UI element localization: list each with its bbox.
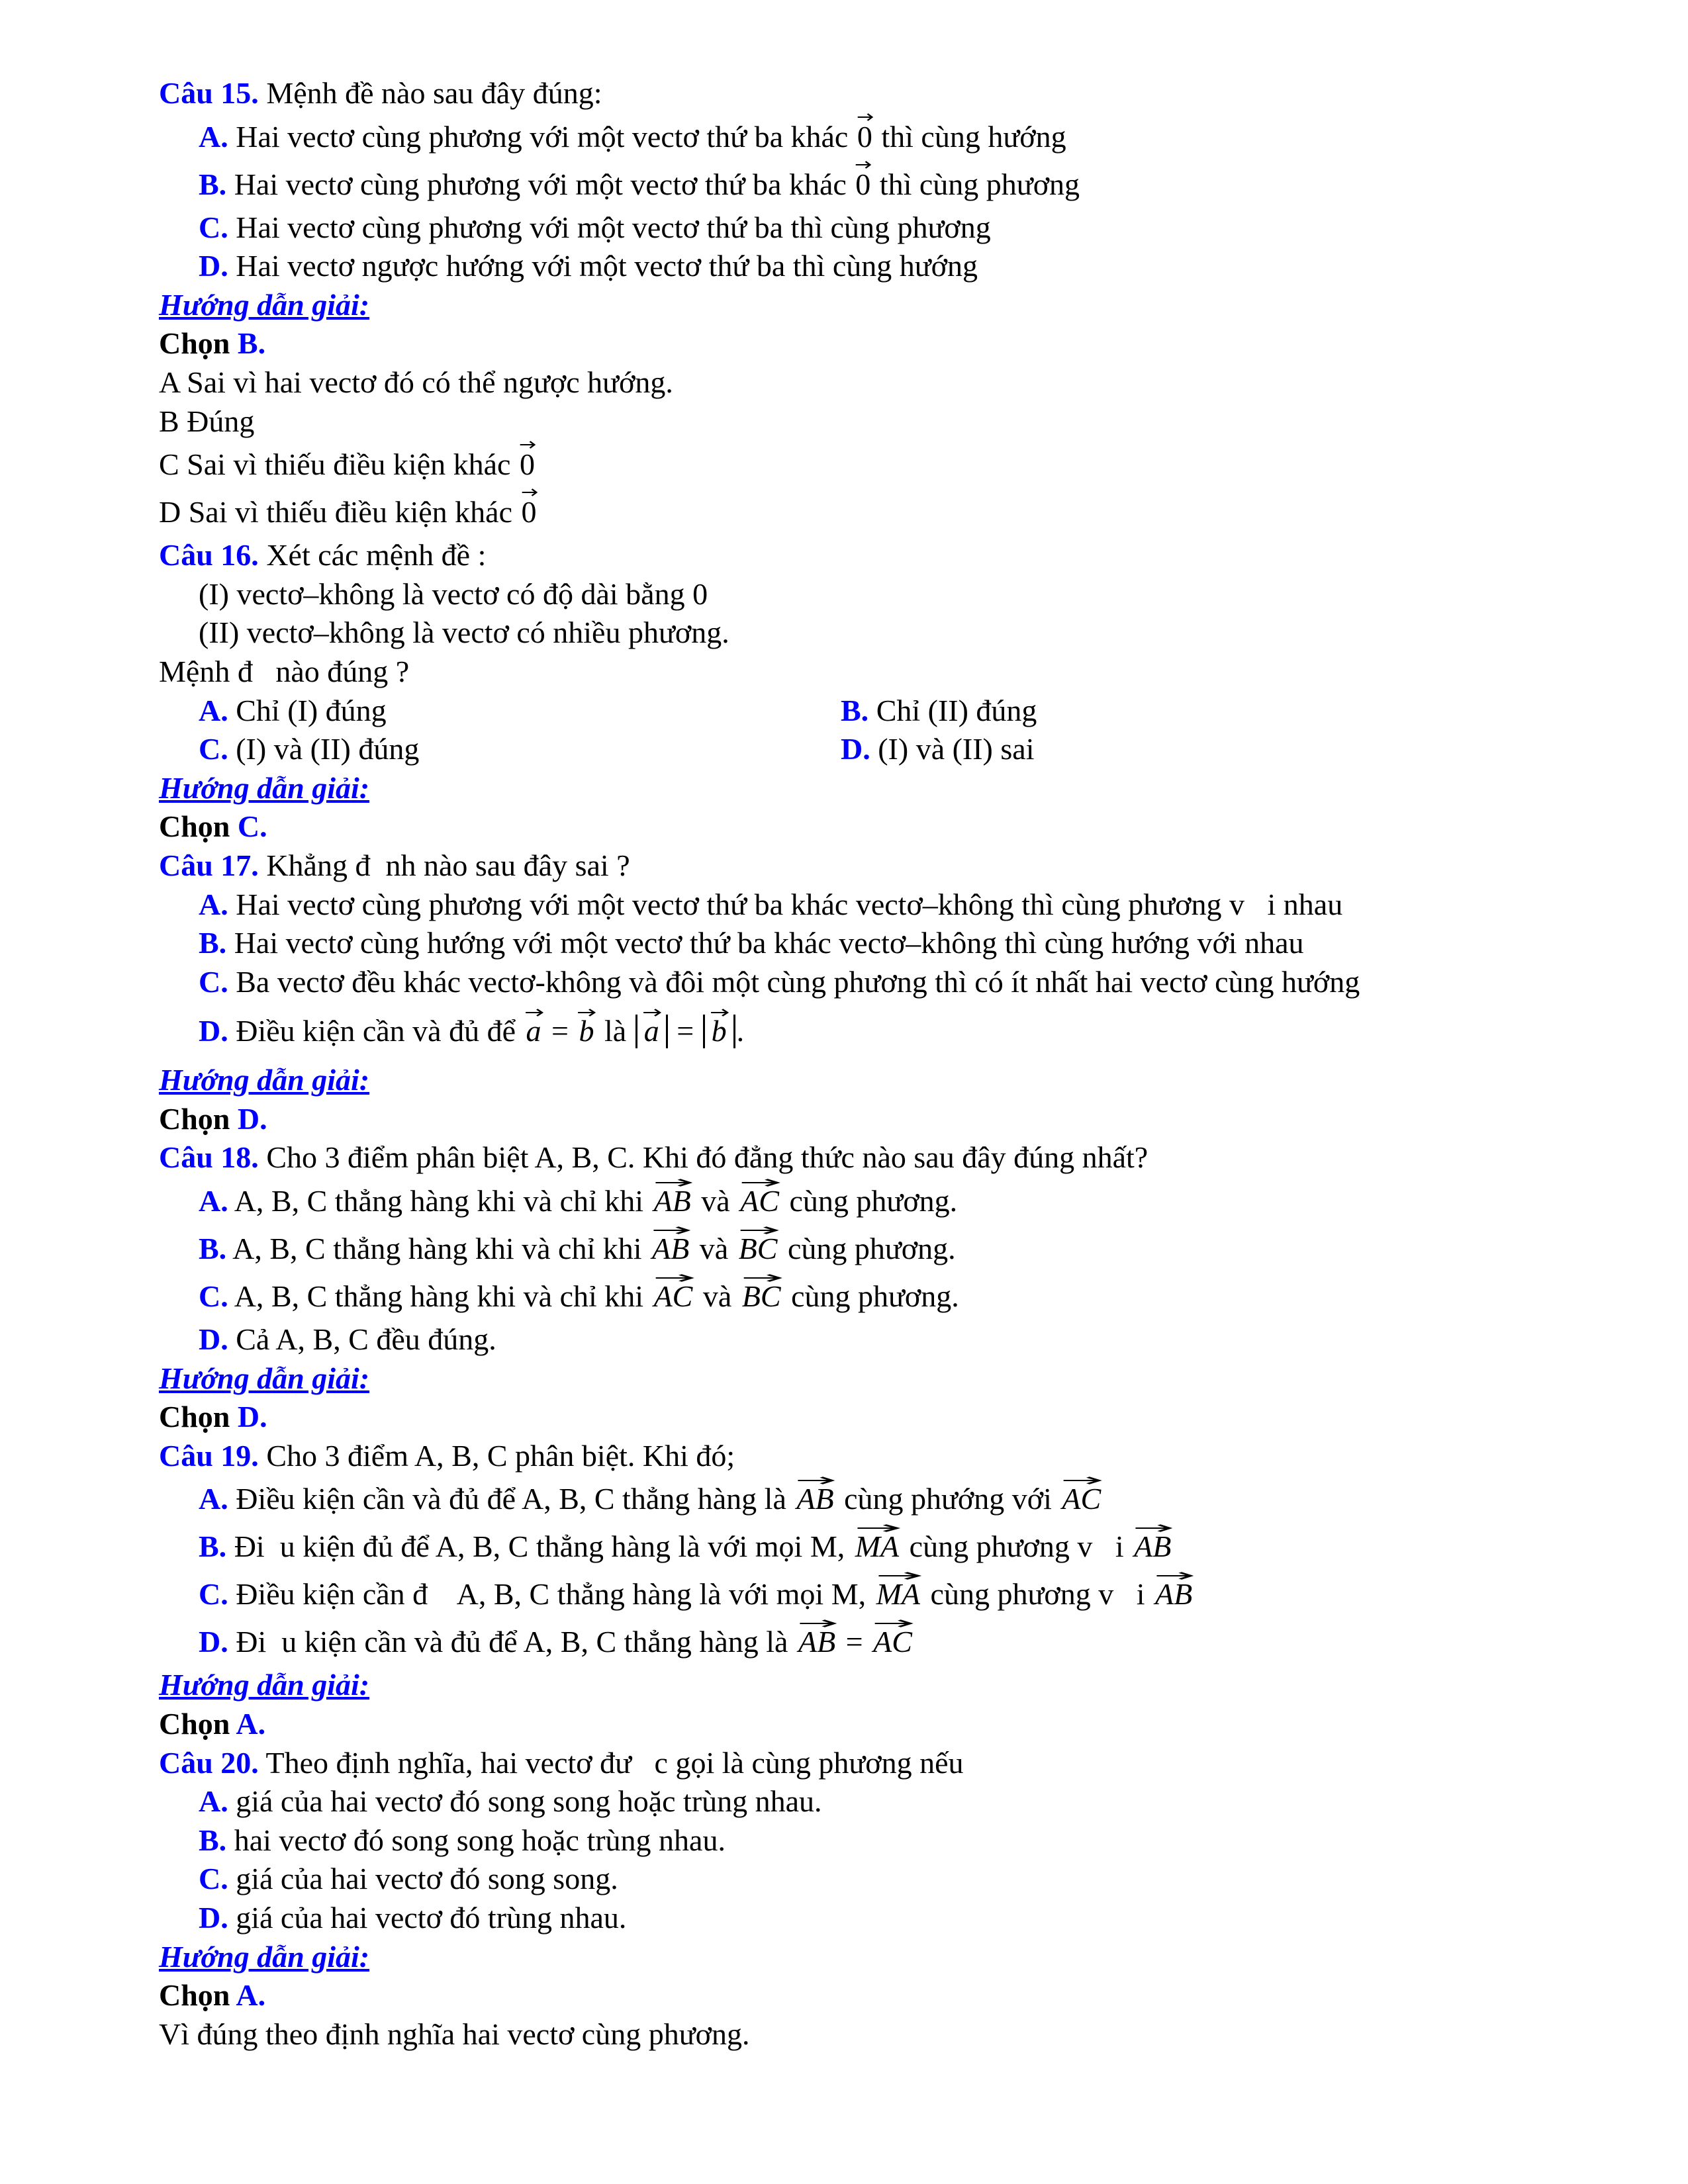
q18-option-d: D. Cả A, B, C đều đúng. [199,1322,496,1357]
q19-label: Câu 19. [159,1438,259,1473]
q15-key-a: A. [199,119,228,154]
q18-guide: Hướng dẫn giải: [159,1361,370,1395]
q17-label: Câu 17. [159,848,259,882]
q20-stem: Câu 20. Theo định nghĩa, hai vectơ đư c gọi là cùng phương nếu [159,1745,964,1780]
q19-option-c: C. Điều kiện cần đ A, B, C thẳng hàng là với mọi M, MA cùng phương v i AB [159,1570,1536,1618]
q15-expl-c: C Sai vì thiếu điều kiện khác 0 [159,441,1536,488]
vector-a: a [524,1016,544,1046]
q15-text-a: Hai vectơ cùng phương với một vectơ thứ ba khác [228,119,856,154]
q16-stem: Câu 16. Xét các mệnh đề : [159,538,487,572]
q15-text: Mệnh đề nào sau đây đúng: [258,76,602,110]
q17-answer: Chọn D. [159,1101,267,1136]
zero-vector: 0 [520,497,538,527]
q20-guide: Hướng dẫn giải: [159,1939,370,1974]
q19-guide: Hướng dẫn giải: [159,1668,370,1702]
vector-ma: MA [853,1531,902,1562]
q18-answer: Chọn D. [159,1400,267,1434]
vector-ab: AB [794,1484,836,1514]
q19-answer: Chọn A. [159,1707,266,1741]
q16-options-row-2: C. (I) và (II) đúng D. (I) và (II) sai [199,732,1035,766]
vector-ab: AB [651,1186,694,1216]
vector-ma: MA [874,1579,923,1610]
q16-statement-1: (I) vectơ–không là vectơ có độ dài bằng 0 [199,576,708,611]
q16-options-row-1: A. Chỉ (I) đúng B. Chỉ (II) đúng [199,693,1037,727]
q20-option-b: B. hai vectơ đó song song hoặc trùng nhau. [199,1823,726,1857]
q17-option-b: B. Hai vectơ cùng hướng với một vectơ thứ ba khác vectơ–không thì cùng hướng với nhau [199,926,1304,960]
q15-expl-a: A Sai vì hai vectơ đó có thể ngược hướng. [159,365,673,399]
abs-vector-b: b [703,1015,735,1048]
q18-option-b: B. A, B, C thẳng hàng khi và chỉ khi AB và BC cùng phương. [159,1225,1536,1273]
q16-ask: Mệnh đ nào đúng ? [159,654,410,688]
q15-option-b [159,161,1536,208]
vector-ab: AB [1131,1531,1174,1562]
q15-key-c: C. [199,210,228,244]
q20-expl: Vì đúng theo định nghĩa hai vectơ cùng phương. [159,2017,750,2051]
q15-option-c [159,208,1536,248]
zero-vector: 0 [854,169,872,200]
q16-statement-2: (II) vectơ–không là vectơ có nhiều phương. [199,615,729,650]
q19-stem: Câu 19. Cho 3 điểm A, B, C phân biệt. Khi đó; [159,1438,735,1473]
vector-ac: AC [651,1281,696,1312]
vector-ab: AB [649,1234,692,1264]
q20-option-d: D. giá của hai vectơ đó trùng nhau. [199,1901,627,1934]
q18-stem: Câu 18. Cho 3 điểm phân biệt A, B, C. Khi đó đẳng thức nào sau đây đúng nhất? [159,1140,1149,1175]
q19-option-d: D. Đi u kiện cần và đủ để A, B, C thẳng hàng là AB = AC [159,1618,1536,1666]
abs-vector-a: a [635,1015,668,1048]
q19-option-b: B. Đi u kiện đủ để A, B, C thẳng hàng là với mọi M, MA cùng phương v i AB [159,1523,1536,1570]
q20-answer: Chọn A. [159,1978,266,2013]
zero-vector: 0 [856,122,874,152]
q15-option-a [159,113,1536,161]
q17-option-a: A. Hai vectơ cùng phương với một vectơ thứ ba khác vectơ–không thì cùng phương v i nhau [199,887,1343,921]
vector-ac: AC [1059,1484,1103,1514]
document-page [159,74,1536,2054]
q15-option-d [159,247,1536,286]
q15-label: Câu 15. [159,76,259,110]
vector-ac: AC [870,1627,915,1657]
q15-guide: Hướng dẫn giải: [159,287,370,322]
q15-expl-d: D Sai vì thiếu điều kiện khác 0 [159,488,1536,536]
q15-answer: Chọn B. [159,326,266,361]
q18-option-a: A. A, B, C thẳng hàng khi và chỉ khi AB và AC cùng phương. [159,1177,1536,1225]
q19-option-a: A. Điều kiện cần và đủ để A, B, C thẳng hàng là AB cùng phướng với AC [159,1475,1536,1523]
vector-bc: BC [736,1234,780,1264]
q17-guide: Hướng dẫn giải: [159,1063,370,1097]
vector-b: b [576,1016,596,1046]
q16-guide: Hướng dẫn giải: [159,770,370,805]
q15-tail-b: thì cùng phương [872,167,1080,201]
q15-text-b: Hai vectơ cùng phương với một vectơ thứ ba khác [226,167,855,201]
q18-label: Câu 18. [159,1140,259,1175]
zero-vector: 0 [518,449,536,480]
q17-option-d: D. Điều kiện cần và đủ để a = b là a = b . [159,1001,1536,1061]
q15-expl-b: B Đúng [159,404,255,438]
q15-text-d: Hai vectơ ngược hướng với một vectơ thứ ba thì cùng hướng [228,249,978,283]
vector-ab: AB [1152,1579,1195,1610]
q16-answer: Chọn C. [159,809,267,844]
q20-label: Câu 20. [159,1745,259,1780]
q15-stem [159,74,1536,113]
vector-ab: AB [796,1627,838,1657]
q17-option-c: C. Ba vectơ đều khác vectơ-không và đôi một cùng phương thì có ít nhất hai vectơ cùng hướng [199,964,1360,999]
q16-label: Câu 16. [159,538,259,572]
q15-key-d: D. [199,249,228,283]
vector-ac: AC [737,1186,782,1216]
q20-option-c: C. giá của hai vectơ đó song song. [199,1862,618,1896]
q15-text-c: Hai vectơ cùng phương với một vectơ thứ ba thì cùng phương [228,210,991,244]
q18-option-c: C. A, B, C thẳng hàng khi và chỉ khi AC và BC cùng phương. [159,1273,1536,1320]
q20-option-a: A. giá của hai vectơ đó song song hoặc trùng nhau. [199,1784,822,1819]
q17-stem: Câu 17. Khẳng đ nh nào sau đây sai ? [159,848,630,882]
q15-key-b: B. [199,167,227,201]
q15-tail-a: thì cùng hướng [873,119,1066,154]
vector-bc: BC [739,1281,784,1312]
